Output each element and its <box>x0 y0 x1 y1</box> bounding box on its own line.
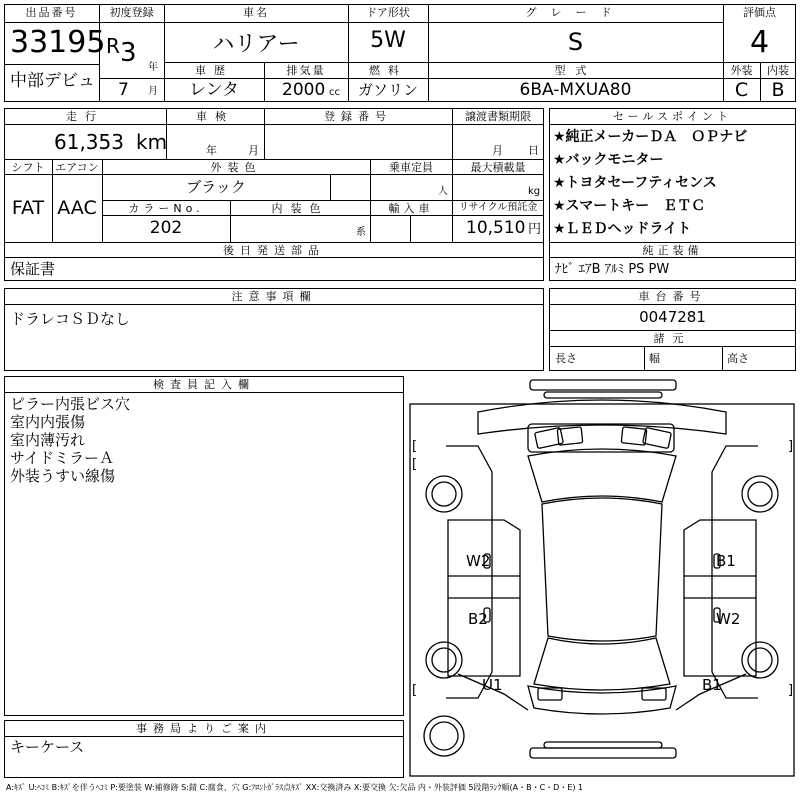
svg-text:[: [ <box>412 683 418 698</box>
fuel-value: ガソリン <box>357 81 418 99</box>
debut-label: 中部デビュ <box>10 71 95 91</box>
legend-text: A:ｷｽﾞ U:ﾍｺﾐ B:ｷｽﾞを伴うﾍｺﾐ P:要塗装 W:補修跡 S:錆 C:腐食、穴 G:ﾌﾛﾝﾄｶﾞﾗｽ点ｷｽﾞ XX:交換済み X:要交換 欠:欠品 内・外装評価 5段階ﾗﾝｸ順(A・B・C・D・E) 1 <box>6 783 584 792</box>
month-unit: 月 <box>148 86 158 97</box>
interior-grade-label: 内装 <box>767 64 789 77</box>
later-parts-value: 保証書 <box>10 260 56 278</box>
shift-value: FAT <box>11 197 45 219</box>
sales-point-item: ★トヨタセーフティセンス <box>553 175 717 191</box>
equipment-value: ﾅﾋﾞ ｴｱB ｱﾙﾐ PS PW <box>555 262 670 277</box>
fuel-label: 燃料 <box>369 64 407 77</box>
damage-mark: B1 <box>716 552 736 570</box>
mileage-unit: km <box>136 130 168 154</box>
length-label: 長さ <box>555 352 577 365</box>
chassis-label: 車台番号 <box>638 290 707 303</box>
equipment-label: 純正装備 <box>642 244 703 257</box>
transfer-month: 月 <box>492 144 503 157</box>
capacity-label: 乗車定員 <box>389 161 433 174</box>
inspection-year: 年 <box>206 144 217 157</box>
color-label: 外装色 <box>210 161 262 174</box>
inspection-label: 車検 <box>196 110 234 123</box>
grade-label: グレード <box>525 6 626 19</box>
width-label: 幅 <box>649 352 660 365</box>
damage-mark: U1 <box>482 676 503 694</box>
sales-point-item: ★ＬＥＤヘッドライト <box>553 221 692 237</box>
displacement-unit: cc <box>329 87 340 98</box>
car-diagram-svg <box>408 376 796 778</box>
svg-text:[: [ <box>412 439 418 454</box>
inspector-label: 検査員記入欄 <box>153 378 255 391</box>
lot-number-label: 出品番号 <box>25 6 78 19</box>
displacement-label: 排気量 <box>286 64 326 77</box>
interior-color-label: 内装色 <box>271 202 329 215</box>
capacity-unit: 人 <box>438 186 448 197</box>
color-no-value: 202 <box>149 218 183 238</box>
color-no-label: カラーNo. <box>128 202 204 215</box>
height-label: 高さ <box>727 352 749 365</box>
ac-label: エアコン <box>55 161 99 174</box>
exterior-grade: C <box>734 79 749 101</box>
import-label: 輸入車 <box>388 202 434 215</box>
grade-value: S <box>567 28 584 56</box>
inspector-line: サイドミラーＡ <box>10 449 114 467</box>
notes-value: ドラレコＳＤなし <box>10 310 131 328</box>
month-number: 7 <box>118 80 129 100</box>
score-label: 評価点 <box>743 6 776 19</box>
score-value: 4 <box>749 25 770 60</box>
lot-number: 33195 <box>10 25 106 60</box>
first-reg-label: 初度登録 <box>109 6 154 19</box>
model-label: 車名 <box>243 6 269 19</box>
inspector-line: ピラー内張ビス穴 <box>10 395 131 413</box>
year-number: 3 <box>120 38 137 68</box>
later-parts-label: 後日発送部品 <box>223 244 325 257</box>
notes-label: 注意事項欄 <box>231 290 317 303</box>
svg-text:]: ] <box>788 439 794 454</box>
transfer-label: 譲渡書類期限 <box>465 110 531 123</box>
door-label: ドア形状 <box>366 6 410 19</box>
recycle-label: リサイクル預託金 <box>458 202 538 213</box>
registration-label: 登録番号 <box>324 110 392 123</box>
mileage-value: 61,353 <box>54 130 124 154</box>
type-value: 6BA-MXUA80 <box>519 80 632 100</box>
inspector-line: 外装うすい線傷 <box>10 467 116 485</box>
load-label: 最大積載量 <box>470 161 526 174</box>
inspection-month: 月 <box>248 144 259 157</box>
door-value: 5W <box>370 28 406 53</box>
svg-text:[: [ <box>412 457 418 472</box>
sales-point-item: ★バックモニター <box>553 152 664 168</box>
load-unit: kg <box>528 186 541 197</box>
history-label: 車歴 <box>195 64 233 77</box>
sales-point-item: ★スマートキー ＥＴＣ <box>553 198 706 214</box>
ac-value: AAC <box>57 197 97 219</box>
interior-grade: B <box>771 79 785 101</box>
damage-mark: W2 <box>466 552 491 570</box>
year-unit: 年 <box>148 62 158 73</box>
shift-label: シフト <box>11 161 45 174</box>
office-value: キーケース <box>10 738 85 756</box>
sales-points-label: セールスポイント <box>612 110 732 123</box>
car-diagram <box>408 376 796 778</box>
interior-color-unit: 系 <box>356 227 366 238</box>
office-label: 事務局よりご案内 <box>136 722 272 735</box>
color-value: ブラック <box>186 178 246 196</box>
history-value: レンタ <box>189 80 239 100</box>
transfer-day: 日 <box>528 144 539 157</box>
sales-point-item: ★純正メーカーＤＡ ＯＰナビ <box>553 129 748 145</box>
mileage-label: 走行 <box>66 110 104 123</box>
damage-mark: W2 <box>716 610 741 628</box>
chassis-number: 0047281 <box>639 308 706 326</box>
svg-text:]: ] <box>788 683 794 698</box>
inspector-line: 室内内張傷 <box>10 413 86 431</box>
dims-label: 諸元 <box>653 332 692 345</box>
era-letter: R <box>106 34 120 58</box>
displacement-value: 2000 <box>282 80 326 100</box>
recycle-value: 10,510 <box>466 218 526 238</box>
damage-mark: B1 <box>702 676 722 694</box>
recycle-unit: 円 <box>528 222 542 237</box>
damage-mark: B2 <box>468 610 488 628</box>
model-value: ハリアー <box>212 32 300 57</box>
type-label: 型式 <box>554 64 597 77</box>
inspector-line: 室内薄汚れ <box>10 431 86 449</box>
exterior-grade-label: 外装 <box>730 64 753 77</box>
